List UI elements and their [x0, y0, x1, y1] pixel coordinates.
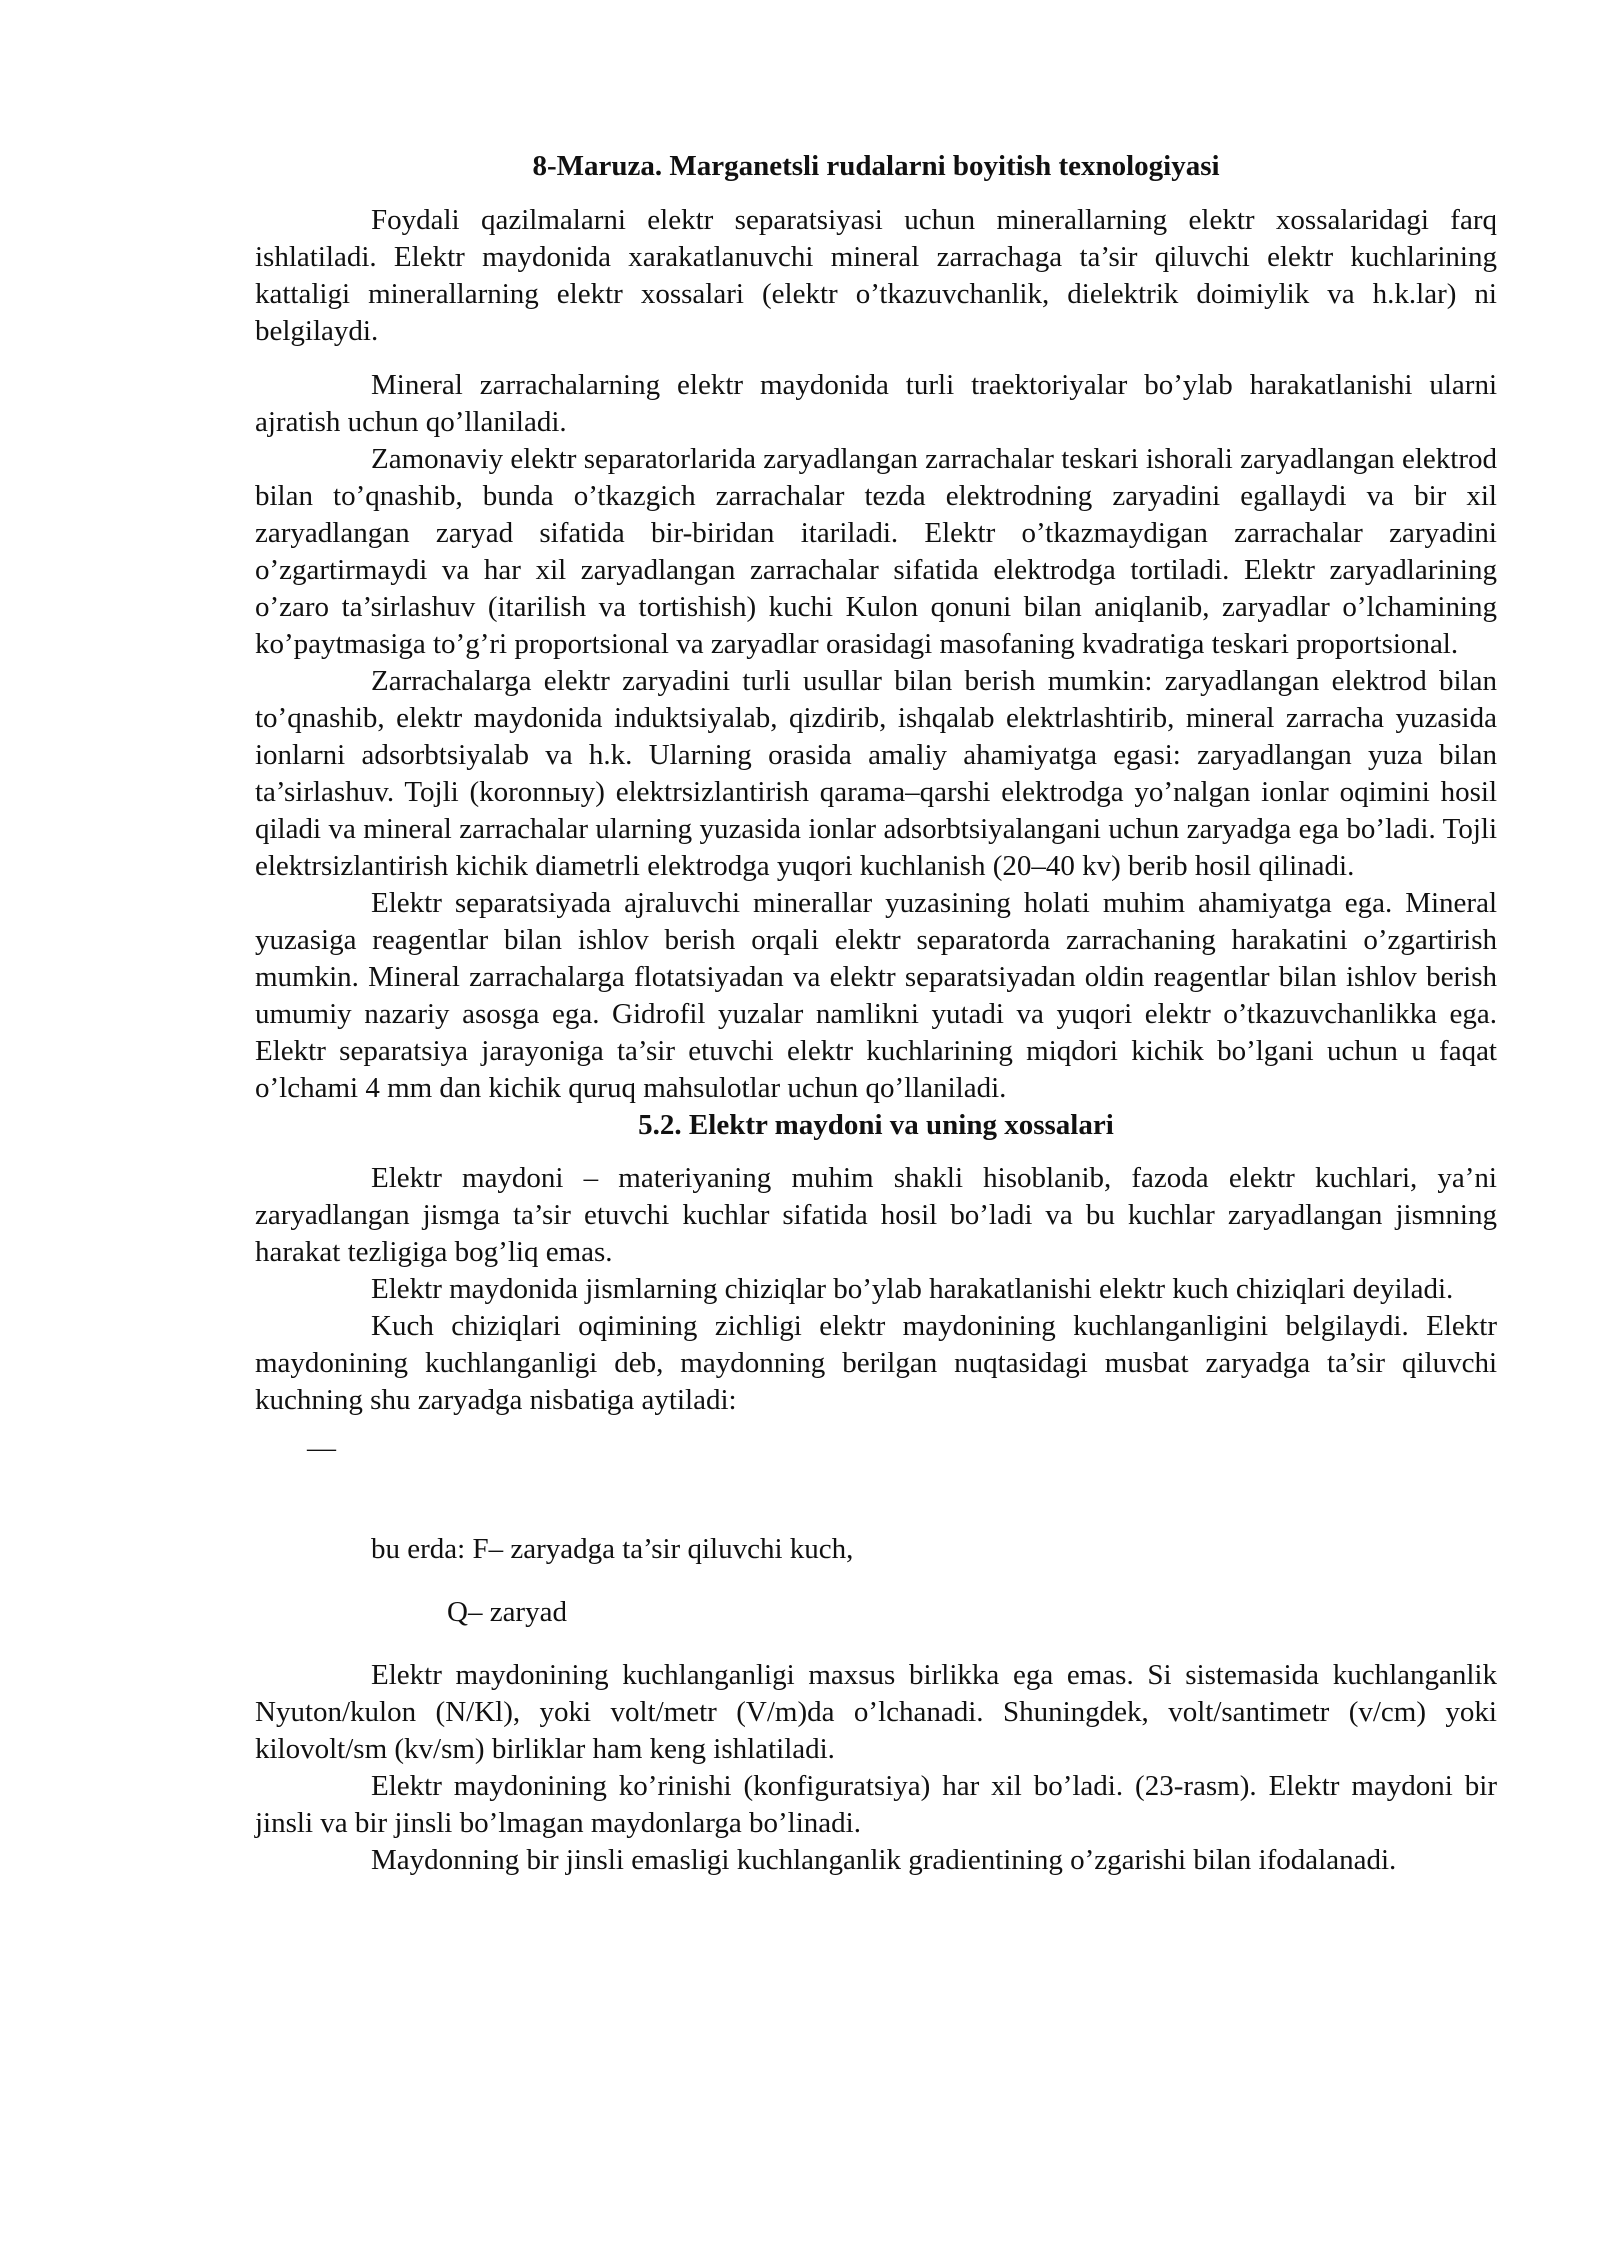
section-title: 5.2. Elektr maydoni va uning xossalari — [638, 1109, 1114, 1141]
paragraph-field-definition: Elektr maydoni – materiyaning muhim shakli hisoblanib, fazoda elektr kuchlari, ya’ni zaryadlangan jismga ta’sir etuvchi kuchlar sifatida hosil bo’ladi va bu kuchlar zaryadlangan jismning harakat tezligiga bog’liq emas. — [255, 1162, 1497, 1268]
paragraph-force-lines: Elektr maydonida jismlarning chiziqlar bo’ylab harakatlanishi elektr kuch chiziqlari deyiladi. — [371, 1273, 1454, 1305]
paragraph-charging-methods: Zarrachalarga elektr zaryadini turli usullar bilan berish mumkin: zaryadlangan elektrod bilan to’qnashib, elektr maydonida induktsiyalab, qizdirib, ishqalab elektrlashtirib, mineral zarracha yuzasida ionlarni adsorbtsiyalab va h.k. Ularning orasida amaliy ahamiyatga egasi: zaryadlangan yuza bilan ta’sirlashuv. Tojli (koronnыy) elektrsizlantirish qarama–qarshi elektrodga yo’nalgan ionlar oqimini hosil qiladi va mineral zarrachalar ularning yuzasida ionlar adsorbtsiyalangani uchun zaryadga ega bo’ladi. Tojli elektrsizlantirish kichik diametrli elektrodga yuqori kuchlanish (20–40 kv) berib hosil qilinadi. — [255, 665, 1497, 882]
paragraph-separators: Zamonaviy elektr separatorlarida zaryadlangan zarrachalar teskari ishorali zaryadlangan elektrod bilan to’qnashib, bunda o’tkazgich zarrachalar tezda elektrodning zaryadini egallaydi va bir xil zaryadlangan zaryad sifatida bir-biridan itariladi. Elektr o’tkazmaydigan zarrachalar zaryadini o’zgartirmaydi va har xil zaryadlangan zarrachalar sifatida elektrodga tortiladi. Elektr zaryadlarining o’zaro ta’sirlashuv (itarilish va tortishish) kuchi Kulon qonuni bilan aniqlanib, zaryadlar o’lchamining ko’paytmasiga to’g’ri proportsional va zaryadlar orasidagi masofaning kvadratiga teskari proportsional. — [255, 443, 1497, 660]
paragraph-configuration: Elektr maydonining ko’rinishi (konfiguratsiya) har xil bo’ladi. (23-rasm). Elektr maydoni bir jinsli va bir jinsli bo’lmagan maydonlarga bo’linadi. — [255, 1770, 1497, 1839]
paragraph-units: Elektr maydonining kuchlanganligi maxsus birlikka ega emas. Si sistemasida kuchlanganlik Nyuton/kulon (N/Kl), yoki volt/metr (V/m)da o’lchanadi. Shuningdek, volt/santimetr (v/cm) yoki kilovolt/sm (kv/sm) birliklar ham keng ishlatiladi. — [255, 1659, 1497, 1765]
document-page — [255, 148, 1497, 1879]
formula-where-charge: Q– zaryad — [447, 1596, 567, 1628]
paragraph-nonuniformity: Maydonning bir jinsli emasligi kuchlanganlik gradientining o’zgarishi bilan ifodalanadi. — [371, 1844, 1397, 1876]
paragraph-field-strength: Kuch chiziqlari oqimining zichligi elektr maydonining kuchlanganligini belgilaydi. Elektr maydonining kuchlanganligi deb, maydonning berilgan nuqtasidagi musbat zaryadga ta’sir qiluvchi kuchning shu zaryadga nisbatiga aytiladi: — [255, 1310, 1497, 1416]
formula-where-force: bu erda: F– zaryadga ta’sir qiluvchi kuch, — [371, 1533, 854, 1565]
paragraph-intro: Foydali qazilmalarni elektr separatsiyasi uchun minerallarning elektr xossalaridagi farq ishlatiladi. Elektr maydonida xarakatlanuvchi mineral zarrachaga ta’sir qiluvchi elektr kuchlarining kattaligi minerallarning elektr xossalari (elektr o’tkazuvchanlik, dielektrik doimiylik va h.k.lar) ni belgilaydi. — [255, 204, 1497, 347]
formula-dash: — — [307, 1432, 336, 1464]
lecture-title: 8-Maruza. Marganetsli rudalarni boyitish texnologiyasi — [532, 150, 1220, 182]
paragraph-surface-state: Elektr separatsiyada ajraluvchi minerallar yuzasining holati muhim ahamiyatga ega. Mineral yuzasiga reagentlar bilan ishlov berish orqali elektr separatorda zarrachaning harakatini o’zgartirish mumkin. Mineral zarrachalarga flotatsiyadan va elektr separatsiyadan oldin reagentlar bilan ishlov berish umumiy nazariy asosga ega. Gidrofil yuzalar namlikni yutadi va yuqori elektr o’tkazuvchanlikka ega. Elektr separatsiya jarayoniga ta’sir etuvchi elektr kuchlarining miqdori kichik bo’lgani uchun u faqat o’lchami 4 mm dan kichik quruq mahsulotlar uchun qo’llaniladi. — [255, 887, 1497, 1104]
formula-placeholder — [255, 1419, 1497, 1531]
paragraph-trajectories: Mineral zarrachalarning elektr maydonida turli traektoriyalar bo’ylab harakatlanishi ularni ajratish uchun qo’llaniladi. — [255, 369, 1497, 438]
